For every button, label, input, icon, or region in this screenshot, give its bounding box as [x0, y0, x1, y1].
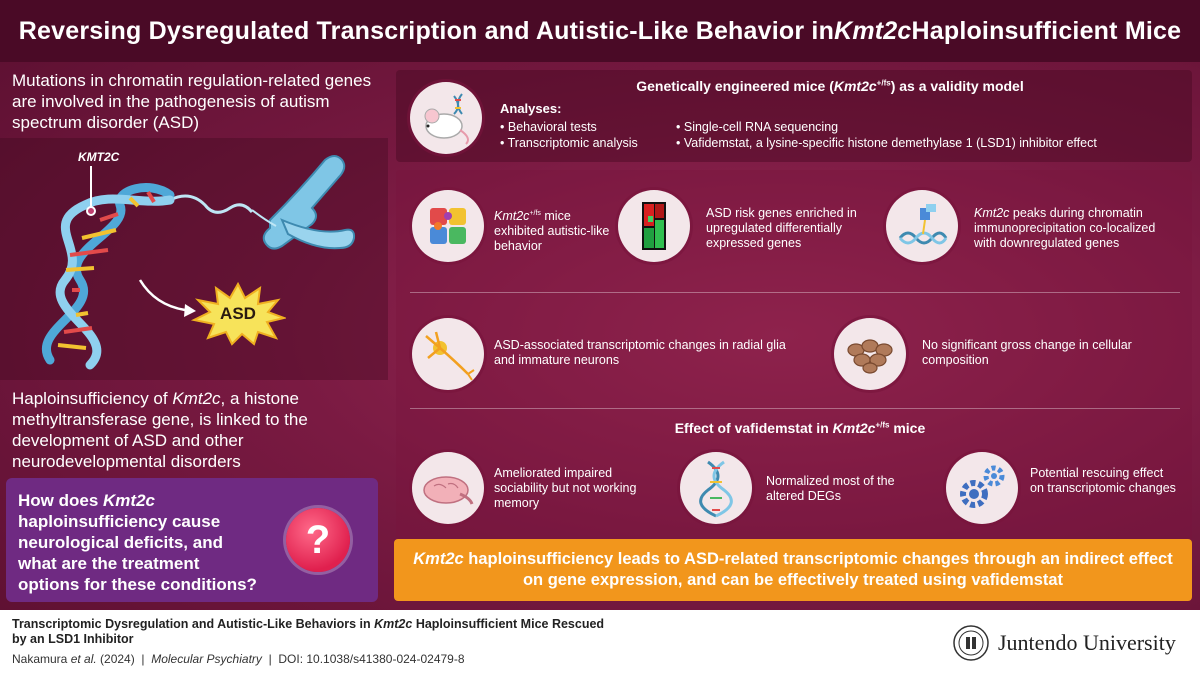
f3-post: peaks during chromatin immunoprecipitation co-localized with downregulated genes [974, 206, 1156, 250]
neuron-icon [412, 318, 484, 390]
chip-icon [886, 190, 958, 262]
mid-pre: Haploinsufficiency of [12, 389, 173, 408]
ref-sep-2: | [268, 652, 272, 666]
f1-gene: Kmt2c [494, 209, 530, 224]
question-text [18, 490, 258, 595]
divider-2 [410, 408, 1180, 409]
model-title-pre: Genetically engineered mice ( [636, 78, 834, 94]
title-gene: Kmt2c [834, 16, 912, 45]
university-seal-icon [952, 624, 990, 662]
page-title [0, 0, 1200, 62]
effect-title [520, 420, 1080, 436]
f1-sup: +/fs [529, 210, 541, 217]
ref-journal: Molecular Psychiatry [151, 652, 262, 666]
ref-sep-1: | [141, 652, 145, 666]
divider-1 [410, 292, 1180, 293]
kmt2c-label: KMT2C [78, 150, 120, 164]
finding-asd-risk-genes: ASD risk genes enriched in upregulated differentially expressed genes [706, 206, 857, 250]
analysis-2: Single-cell RNA sequencing [683, 120, 839, 134]
effect-rescue: Potential rescuing effect on transcriptomic changes [1030, 466, 1176, 495]
cells-icon [834, 318, 906, 390]
ref-post: Haploinsufficient Mice Rescued by an LSD1 Inhibitor [12, 617, 605, 646]
effect-degs: Normalized most of the altered DEGs [766, 474, 895, 503]
model-title-gene: Kmt2c [833, 78, 877, 94]
effect-title-gene: Kmt2c [832, 420, 876, 436]
analysis-3: Vafidemstat, a lysine-specific histone demethylase 1 (LSD1) inhibitor effect [683, 136, 1097, 150]
effect-title-post: mice [889, 420, 926, 436]
university-name: Juntendo University [998, 630, 1176, 655]
effect-title-pre: Effect of vafidemstat in [674, 420, 833, 436]
analysis-item-vafidemstat: • Vafidemstat, a lysine-specific histone demethylase 1 (LSD1) inhibitor effect [676, 136, 1097, 150]
chromosome-icon [252, 156, 354, 249]
conclusion-gene: Kmt2c [413, 550, 464, 568]
model-title-post: ) as a validity model [890, 78, 1024, 94]
ref-gene: Kmt2c [374, 617, 413, 631]
haploinsufficiency-text [12, 388, 372, 472]
dna-icon [680, 452, 752, 524]
reference-title [12, 617, 612, 647]
effect-sociability: Ameliorated impaired sociability but not working memory [494, 466, 637, 510]
mouse-icon [410, 82, 482, 154]
gears-icon [946, 452, 1018, 524]
finding-cell-composition: No significant gross change in cellular composition [922, 338, 1132, 367]
kmt2c-pointer-line [90, 166, 92, 210]
finding-autistic-behavior [494, 206, 614, 254]
question-post: haploinsufficiency cause neurological deficits, and what are the treatment options for these conditions? [18, 512, 257, 594]
title-pre: Reversing Dysregulated Transcription and Autistic-Like Behavior in [18, 16, 835, 45]
asd-burst [190, 282, 286, 346]
finding-radial-glia: ASD-associated transcriptomic changes in radial glia and immature neurons [494, 338, 786, 367]
question-mark-icon: ? [286, 508, 350, 572]
analysis-item-behavioral: • Behavioral tests [500, 120, 597, 134]
question-pre: How does [18, 491, 104, 510]
title-post: Haploinsufficient Mice [911, 16, 1182, 45]
analyses-label: Analyses: [500, 101, 562, 116]
finding-chip-peaks [974, 206, 1174, 251]
mid-post: , a histone methyltransferase gene, is linked to the development of ASD and other neurodevelopmental disorders [12, 389, 308, 471]
ref-pre: Transcriptomic Dysregulation and Autistic-Like Behaviors in [12, 617, 375, 631]
ref-authors: Nakamura [12, 652, 71, 666]
question-gene: Kmt2c [103, 491, 155, 510]
analysis-item-scrna: • Single-cell RNA sequencing [676, 120, 839, 134]
kmt2c-pointer-dot [86, 206, 96, 216]
brain-icon [412, 452, 484, 524]
puzzle-icon [412, 190, 484, 262]
analysis-1: Transcriptomic analysis [507, 136, 638, 150]
ref-doi: DOI: 10.1038/s41380-024-02479-8 [278, 652, 465, 666]
conclusion-banner [394, 539, 1192, 601]
ref-year: (2024) [96, 652, 135, 666]
effect-title-sup: +/fs [875, 420, 890, 430]
mid-gene: Kmt2c [172, 389, 221, 408]
conclusion-text [406, 549, 1180, 591]
heatmap-icon [618, 190, 690, 262]
model-title-sup: +/fs [876, 78, 891, 88]
intro-text: Mutations in chromatin regulation-related genes are involved in the pathogenesis of autism spectrum disorder (ASD) [12, 71, 372, 132]
analysis-item-transcriptomic: • Transcriptomic analysis [500, 136, 638, 150]
f3-gene: Kmt2c [974, 206, 1010, 220]
f1-post: mice exhibited autistic-like behavior [494, 209, 610, 254]
asd-label: ASD [220, 304, 256, 323]
ref-etal: et al. [70, 652, 97, 666]
conclusion-post: haploinsufficiency leads to ASD-related transcriptomic changes through an indirect effect on gene expression, and can be effectively treated using vafidemstat [463, 550, 1173, 589]
reference-meta [12, 652, 465, 666]
analysis-0: Behavioral tests [507, 120, 597, 134]
model-title [520, 78, 1140, 94]
